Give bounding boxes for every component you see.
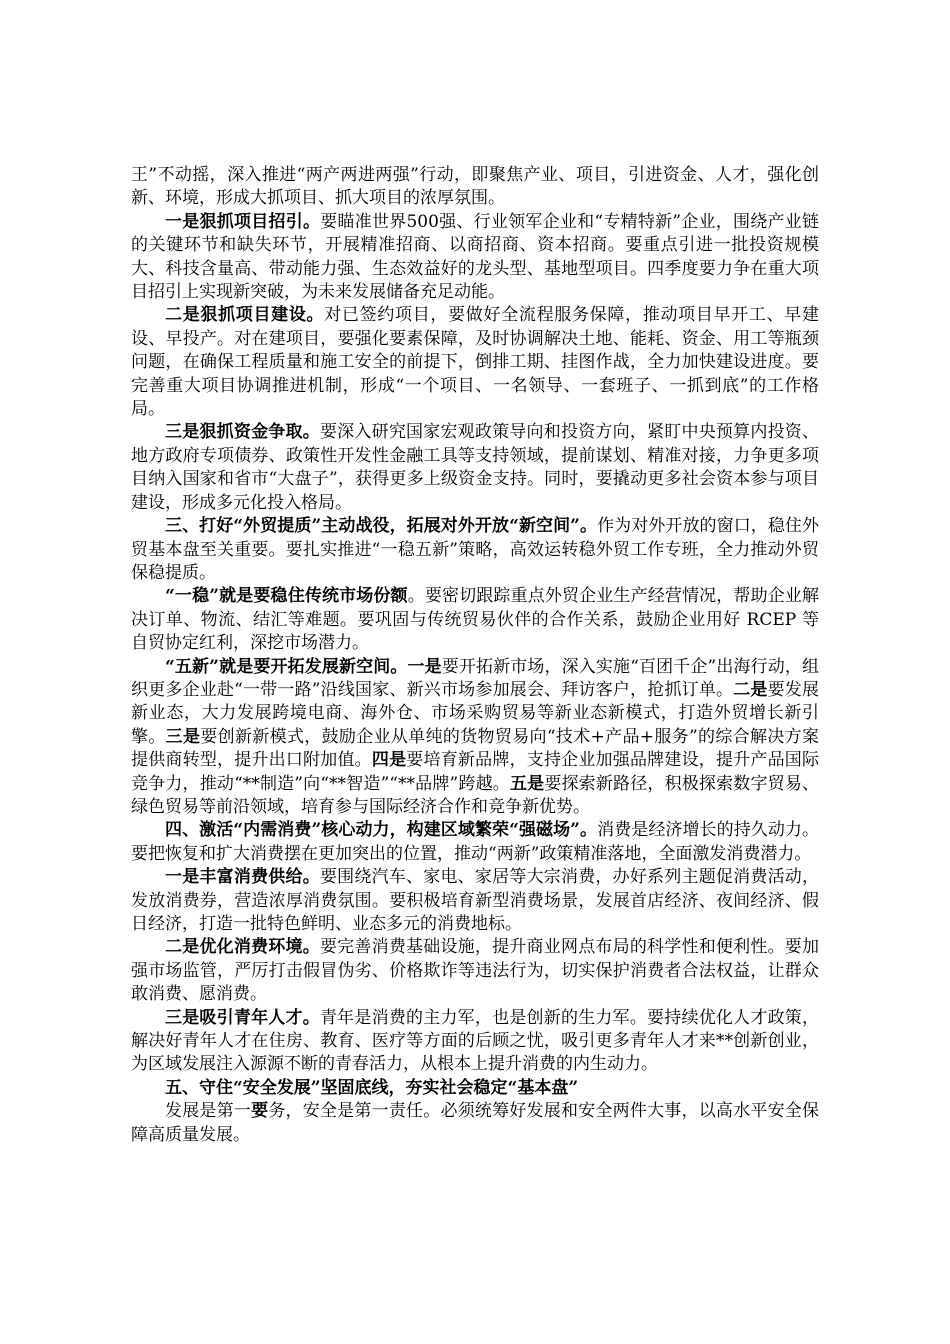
paragraph-text: 要创新新模式，鼓励企业从单纯的货物贸易向“技术+产品+服务”的综合解决方案提供商转型，提升出口附加值。 (131, 726, 819, 771)
paragraph-text: 要开拓新市场，深入实施“百团千企”出海行动，组织更多企业赴“一带一路”沿线国家、新兴市场参加展会、拜访客户，抢抓订单。 (131, 656, 819, 700)
section-title: 五、守住“安全发展”坚固底线，夯实社会稳定“基本盘” (165, 1077, 579, 1098)
paragraph-lead: 三是 (165, 726, 201, 747)
section-title: 三、打好“外贸提质”主动战役，拓展对外开放“新空间”。 (165, 516, 598, 537)
paragraph-text: 。要密切跟踪重点外贸企业生产经营情况，帮助企业解决订单、物流、结汇等难题。要巩固与传统贸易伙伴的合作关系，鼓励企业用好 RCEP 等自贸协定红利，深挖市场潜力。 (131, 586, 819, 654)
paragraph-lead: 一是狠抓项目招引。 (165, 211, 321, 232)
paragraph-lead: 一是丰富消费供给。 (165, 867, 320, 888)
paragraph-text: 对已签约项目，要做好全流程服务保障，推动项目早开工、早建设、早投产。对在建项目，要强化要素保障，及时协调解决土地、能耗、资金、用工等瓶颈问题，在确保工程质量和施工安全的前提下，倒排工期、挂图作战，全力加快建设进度。要完善重大项目协调推进机制，形成“一个项目、一名领导、一套班子、一抓到底”的工作格局。 (131, 305, 819, 420)
section-heading-security (131, 1077, 819, 1100)
paragraph-project-attraction (131, 211, 819, 305)
paragraph-text: 务，安全是第一责任。必须统筹好发展和安全两件大事，以高水平安全保障高质量发展。 (131, 1101, 820, 1145)
paragraph-lead: 二是 (733, 679, 768, 700)
paragraph-youth-talent (131, 1007, 819, 1077)
paragraph-security-intro (131, 1100, 819, 1147)
paragraph-text: 要发展新业态，大力发展跨境电商、海外仓、市场采购贸易等新业态新模式，打造外贸增长新引擎。 (131, 679, 820, 747)
section-heading-foreign-trade (131, 515, 819, 585)
paragraph-text: 发展是第一 (165, 1101, 252, 1122)
paragraph-lead: 五是 (509, 773, 545, 794)
section-heading-domestic-consumption (131, 819, 819, 866)
paragraph-lead: “五新”就是要开拓发展新空间。一是 (165, 656, 442, 677)
paragraph-lead: 三是吸引青年人才。 (165, 1007, 320, 1028)
paragraph-lead: 二是优化消费环境。 (165, 937, 320, 958)
paragraph-text: 要深入研究国家宏观政策导向和投资方向，紧盯中央预算内投资、地方政府专项债券、政策性开发性金融工具等支持领域，提前谋划、精准对接，力争更多项目纳入国家和省市“大盘子”，获得更多上级资金支持。同时，要撬动更多社会资本参与项目建设，形成多元化投入格局。 (131, 422, 820, 513)
paragraph-lead: 三是狠抓资金争取。 (165, 422, 320, 443)
paragraph-text: 要瞄准世界500强、行业领军企业和“专精特新”企业，围绕产业链的关键环节和缺失环节，开展精准招商、以商招商、资本招商。要重点引进一批投资规模大、科技含量高、带动能力强、生态效益好的龙头型、基地型项目。四季度要力争在重大项目招引上实现新突破，为未来发展储备充足动能。 (131, 211, 819, 303)
paragraph-one-stability (131, 585, 819, 655)
section-title: 四、激活“内需消费”核心动力，构建区域繁荣“强磁场”。 (165, 820, 598, 841)
paragraph-text: 消费是经济增长的持久动力。要把恢复和扩大消费摆在更加突出的位置，推动“两新”政策精准落地，全面激发消费潜力。 (131, 820, 819, 864)
paragraph-consumption-environment (131, 936, 819, 1006)
paragraph-text: 要探索新路径，积极探索数字贸易、绿色贸易等前沿领域，培育参与国际经济合作和竞争新优势。 (131, 773, 820, 817)
paragraph-text: 要完善消费基础设施，提升商业网点布局的科学性和便利性。要加强市场监管，严厉打击假冒伪劣、价格欺诈等违法行为，切实保护消费者合法权益，让群众敢消费、愿消费。 (131, 937, 820, 1005)
paragraph-text: 青年是消费的主力军，也是创新的生力军。要持续优化人才政策，解决好青年人才在住房、教育、医疗等方面的后顾之忧，吸引更多青年人才来**创新创业，为区域发展注入源源不断的青春活力，从根本上提升消费的内生动力。 (131, 1007, 820, 1075)
paragraph-intro-continuation (131, 164, 819, 211)
paragraph-consumption-supply (131, 866, 819, 936)
paragraph-text: 要培育新品牌，支持企业加强品牌建设，提升产品国际竞争力，推动“**制造”向“**智造”“**品牌”跨越。 (131, 750, 820, 794)
paragraph-project-construction (131, 304, 819, 421)
paragraph-text: 要围绕汽车、家电、家居等大宗消费，办好系列主题促消费活动，发放消费券，营造浓厚消费氛围。要积极培育新型消费场景，发展首店经济、夜间经济、假日经济，打造一批特色鲜明、业态多元的消费地标。 (131, 867, 820, 934)
paragraph-text: 作为对外开放的窗口，稳住外贸基本盘至关重要。要扎实推进“一稳五新”策略，高效运转稳外贸工作专班，全力推动外贸保稳提质。 (131, 516, 819, 583)
paragraph-lead: 四是 (371, 750, 407, 771)
paragraph-text: 王”不动摇，深入推进“两产两进两强”行动，即聚焦产业、项目，引进资金、人才，强化创新、环境，形成大抓项目、抓大项目的浓厚氛围。 (131, 165, 819, 209)
document-page (131, 164, 819, 1147)
paragraph-funding (131, 421, 819, 515)
paragraph-lead: “一稳”就是要稳住传统市场份额 (165, 586, 408, 607)
paragraph-emphasis: 要 (251, 1101, 269, 1122)
paragraph-five-new (131, 656, 819, 820)
paragraph-lead: 二是狠抓项目建设。 (165, 305, 325, 326)
